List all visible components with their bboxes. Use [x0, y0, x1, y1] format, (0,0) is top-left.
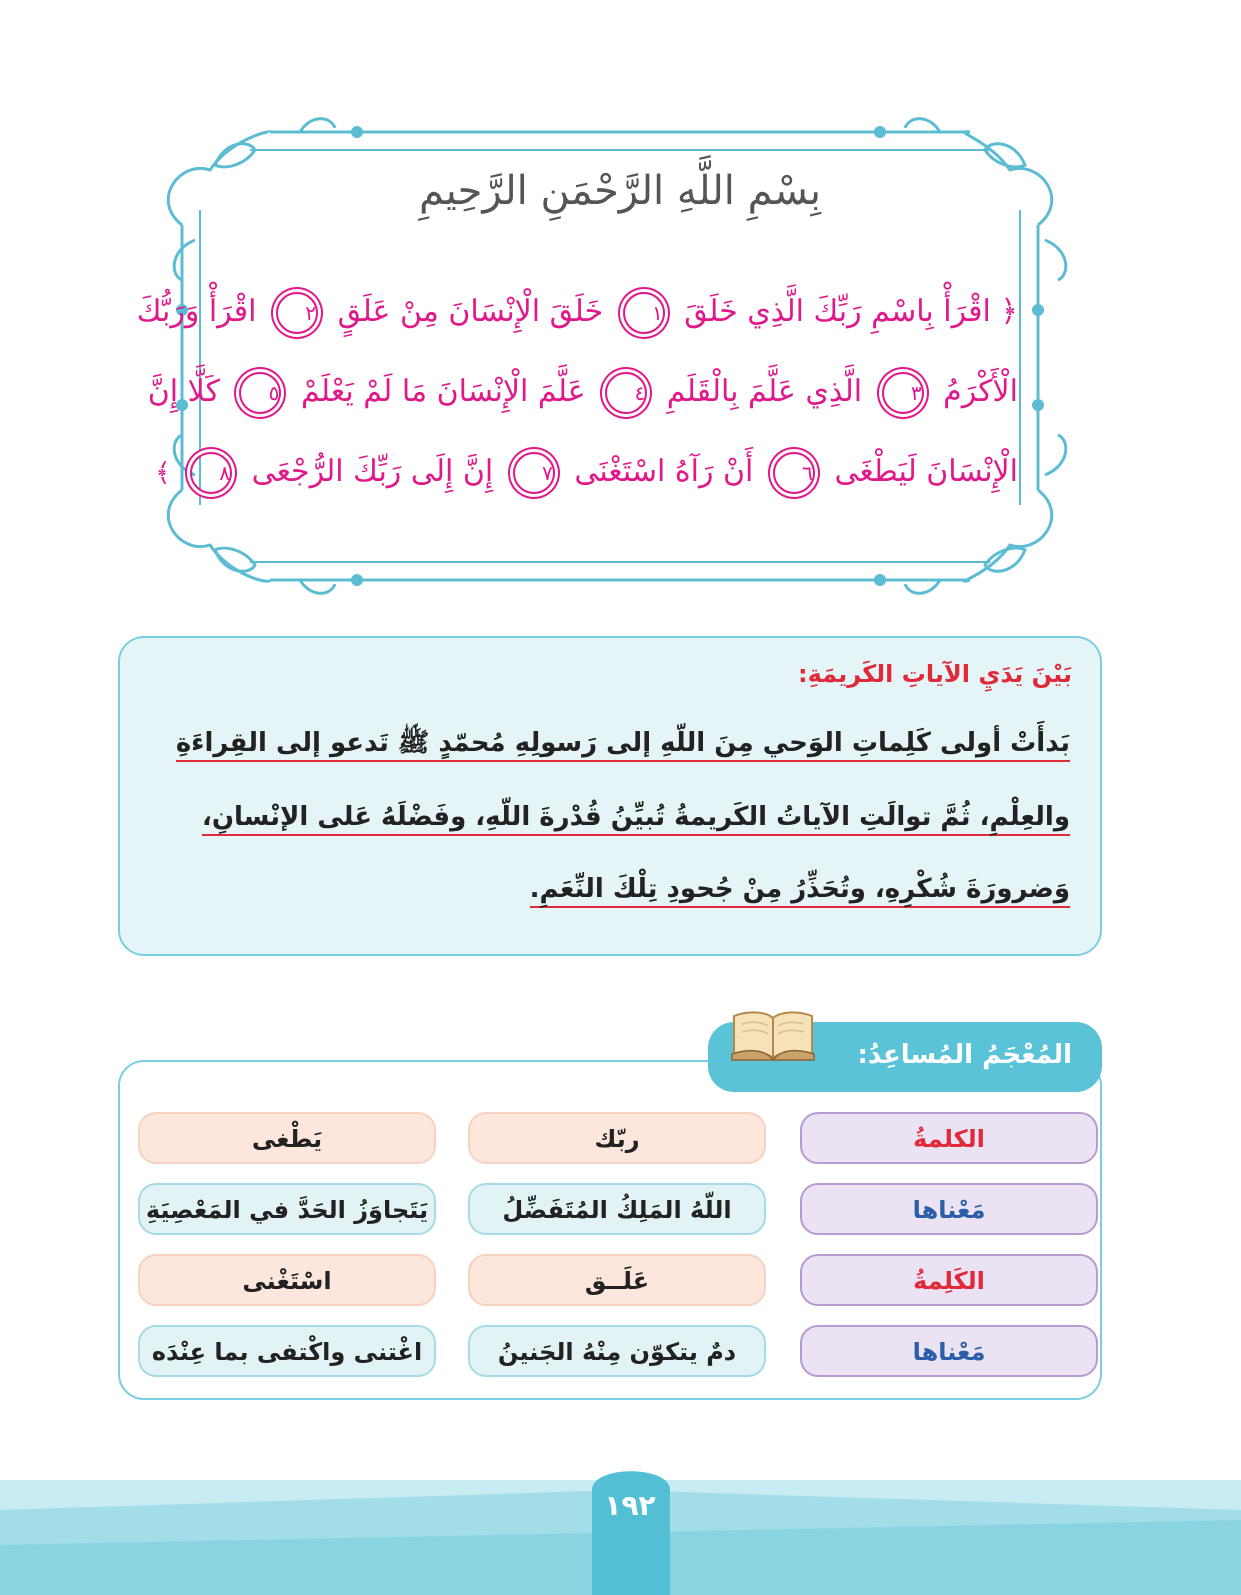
label-text: مَعْناها: [912, 1196, 986, 1224]
glossary-label-meaning: [800, 1183, 1098, 1235]
verse-text: الَّذِي عَلَّمَ بِالْقَلَمِ: [666, 374, 863, 409]
intro-text: بَدأَتْ أولى كَلِماتِ الوَحي مِنَ اللّهِ إلى رَسولِهِ مُحمّدٍ ﷺ تَدعو إلى القِراءَةِ: [176, 728, 1070, 762]
quran-verses: [136, 272, 1018, 512]
glossary-meaning: يَتَجاوَزُ الحَدَّ في المَعْصِيَةِ: [138, 1183, 436, 1235]
glossary-word: يَطْغى: [138, 1112, 436, 1164]
verse-text: الْأَكْرَمُ: [943, 374, 1018, 409]
verse-text: عَلَّمَ الْإِنْسَانَ مَا لَمْ يَعْلَمْ: [300, 374, 586, 409]
ayah-number: ١: [623, 292, 665, 334]
intro-text: وَضرورَةَ شُكْرِهِ، وتُحَذِّرُ مِنْ جُحودِ تِلْكَ النِّعَمِ.: [530, 874, 1070, 908]
ayah-number: ٢: [276, 292, 318, 334]
intro-title: بَيْنَ يَدَيِ الآياتِ الكَريمَةِ:: [798, 660, 1072, 688]
ayah-number: ٤: [605, 372, 647, 414]
verse-line-1: [136, 272, 1018, 352]
glossary-word: ربّك: [468, 1112, 766, 1164]
intro-line-3: [150, 874, 1070, 904]
verse-line-3: [155, 432, 1018, 512]
glossary-meaning: اغْتنى واكْتفى بما عِنْدَه: [138, 1325, 436, 1377]
glossary-label-word: [800, 1254, 1098, 1306]
verse-text: أَنْ رَآهُ اسْتَغْنَى: [574, 454, 754, 489]
ayah-number: ٨: [190, 452, 232, 494]
closing-bracket: ﴾: [155, 458, 171, 488]
glossary-meaning: دمٌ يتكوّن مِنْهُ الجَنينُ: [468, 1325, 766, 1377]
label-text: الكَلِمةُ: [913, 1267, 985, 1295]
basmala: بِسْمِ اللَّهِ الرَّحْمَنِ الرَّحِيمِ: [418, 168, 822, 214]
glossary-word: اسْتَغْنى: [138, 1254, 436, 1306]
ayah-number: ٧: [513, 452, 555, 494]
glossary-label-meaning: [800, 1325, 1098, 1377]
verse-text: اقْرَأْ وَرَبُّكَ: [136, 294, 257, 329]
open-book-icon: [730, 1002, 816, 1064]
page-number: ١٩٢: [604, 1489, 656, 1522]
intro-box: [118, 636, 1102, 956]
glossary-title: المُعْجَمُ المُساعِدُ:: [857, 1040, 1072, 1070]
label-text: الكلمةُ: [913, 1125, 985, 1153]
intro-line-1: [150, 726, 1070, 764]
glossary-meaning: اللّهُ المَلِكُ المُتَفَضِّلُ: [468, 1183, 766, 1235]
verse-text: ﴿ اقْرَأْ بِاسْمِ رَبِّكَ الَّذِي خَلَقَ: [684, 294, 1018, 329]
verse-line-2: [147, 352, 1018, 432]
verse-text: إِنَّ إِلَى رَبِّكَ الرُّجْعَى: [251, 454, 494, 489]
verse-text: الْإِنْسَانَ لَيَطْغَى: [834, 454, 1018, 489]
intro-text: والعِلْمِ، ثُمَّ توالَتِ الآياتُ الكَريمةُ تُبيِّنُ قُدْرةَ اللّهِ، وفَضْلَهُ عَلى الإنْسانِ،: [202, 802, 1070, 836]
verse-text: خَلَقَ الْإِنْسَانَ مِنْ عَلَقٍ: [337, 294, 604, 329]
glossary-label-word: [800, 1112, 1098, 1164]
intro-line-2: [150, 802, 1070, 832]
label-text: مَعْناها: [912, 1338, 986, 1366]
ayah-number: ٦: [773, 452, 815, 494]
ayah-number: ٣: [882, 372, 924, 414]
verse-text: كَلَّا إِنَّ: [147, 374, 220, 409]
glossary-word: عَلَــق: [468, 1254, 766, 1306]
ayah-number: ٥: [239, 372, 281, 414]
